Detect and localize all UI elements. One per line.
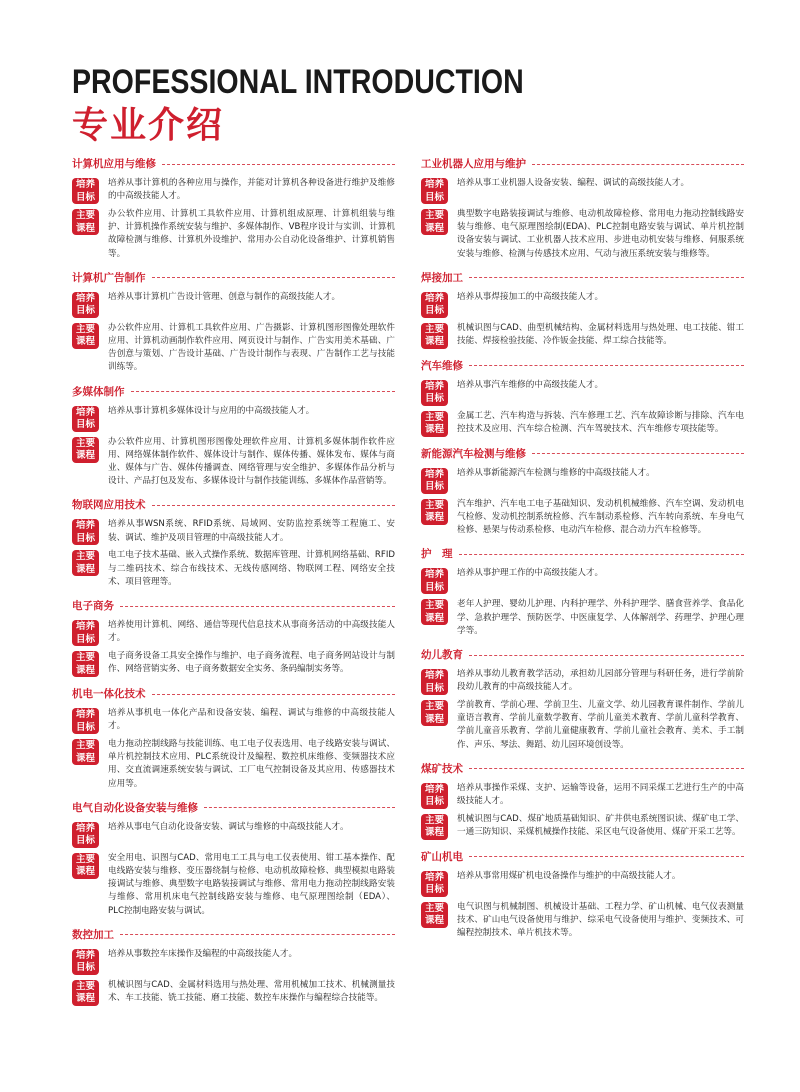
badge-label: 主要: [75, 980, 95, 992]
main-courses-badge: [72, 980, 99, 1006]
training-target-text: 培养从事工业机器人设备安装、编程、调试的高级技能人才。: [457, 178, 690, 188]
training-target-row: [421, 567, 744, 594]
major-section: [72, 686, 395, 791]
training-target-badge: [72, 406, 99, 432]
training-target-text: 培养从事计算机多媒体设计与应用的中高级技能人才。: [108, 405, 315, 416]
badge-label: 培养: [75, 709, 95, 721]
major-heading: [72, 686, 395, 702]
badge-label: 培养: [75, 822, 95, 834]
badge-label: 目标: [424, 682, 444, 694]
major-section: [72, 497, 395, 589]
badge-label: 培养: [424, 380, 444, 392]
training-target-row: [421, 177, 744, 204]
badge-label: 目标: [75, 305, 95, 317]
left-column: [72, 156, 395, 1015]
main-courses-row: [72, 852, 395, 918]
major-heading: [421, 446, 744, 462]
badge-label: 课程: [424, 827, 444, 839]
badge-label: 主要: [75, 652, 95, 664]
major-section: [421, 358, 744, 437]
training-target-row: [72, 619, 395, 646]
training-target-row: [421, 782, 744, 809]
main-courses-badge: [72, 550, 99, 576]
badge-label: 培养: [424, 670, 444, 682]
training-target-row: [72, 291, 395, 318]
badge-label: 主要: [75, 551, 95, 563]
main-courses-text: 汽车维护、汽车电工电子基础知识、发动机机械维修、汽车空调、发动机电气检修、发动机控制系统检修、汽车制动系检修、汽车转向系统、车身电气检修、悬架与传动系检修、电动汽车检修、混合动力汽车检修等。: [457, 498, 744, 536]
major-section: [72, 156, 395, 261]
training-target-text: 培养从事焊接加工的中高级技能人才。: [457, 291, 604, 302]
main-courses-row: [72, 208, 395, 261]
major-title: 计算机应用与维修: [72, 158, 156, 170]
major-section: [72, 384, 395, 489]
major-heading: [72, 598, 395, 614]
badge-label: 主要: [424, 323, 444, 335]
badge-label: 目标: [424, 305, 444, 317]
major-heading: [421, 358, 744, 374]
main-courses-row: [421, 598, 744, 638]
main-courses-row: [421, 322, 744, 349]
dashed-divider: [469, 277, 744, 278]
major-title: 计算机广告制作: [72, 271, 146, 284]
major-section: [72, 927, 395, 1006]
main-courses-row: [421, 410, 744, 437]
page-header: [72, 64, 610, 148]
main-courses-badge: [421, 700, 448, 726]
major-title: 物联网应用技术: [72, 499, 146, 512]
major-section: [421, 849, 744, 941]
training-target-badge: [72, 949, 99, 975]
major-title: 工业机器人应用与维护: [421, 158, 526, 170]
badge-label: 主要: [75, 323, 95, 335]
badge-label: 主要: [75, 210, 95, 221]
badge-label: 主要: [424, 701, 444, 713]
badge-label: 课程: [75, 752, 95, 764]
dashed-divider: [131, 391, 396, 392]
main-courses-badge: [72, 323, 99, 349]
main-courses-row: [72, 979, 395, 1006]
main-courses-badge: [72, 853, 99, 879]
badge-label: 培养: [75, 621, 95, 633]
page-title-english: PROFESSIONAL INTRODUCTION: [72, 63, 524, 101]
dashed-divider: [152, 277, 396, 278]
major-heading: [72, 384, 395, 400]
training-target-row: [72, 177, 395, 204]
badge-label: 课程: [75, 563, 95, 575]
main-courses-text: 电力拖动控制线路与技能训练、电工电子仪表选用、电子线路安装与调试、单片机控制技术应用、PLC系统设计及编程、数控机床维修、变频器技术应用、交直流调速系统安装与调试、工厂电气控制设备及其应用、传感器技术应用等。: [108, 739, 395, 789]
badge-label: 目标: [75, 835, 95, 847]
major-title: 电子商务: [72, 600, 114, 613]
dashed-divider: [204, 807, 395, 808]
training-target-text: 培养从事幼儿教育教学活动，承担幼儿园部分管理与科研任务，进行学前阶段幼儿教育的中高级技能人才。: [457, 669, 744, 693]
training-target-text: 培养使用计算机、网络、通信等现代信息技术从事商务活动的中高级技能人才。: [108, 620, 395, 644]
badge-label: 目标: [75, 633, 95, 645]
badge-label: 目标: [424, 481, 444, 493]
badge-label: 目标: [424, 191, 444, 203]
badge-label: 课程: [75, 336, 95, 348]
dashed-divider: [532, 453, 744, 454]
training-target-row: [421, 467, 744, 494]
main-courses-badge: [421, 209, 448, 235]
badge-label: 培养: [75, 520, 95, 532]
training-target-text: 培养从事汽车维修的中高级技能人才。: [457, 379, 604, 390]
badge-label: 主要: [424, 600, 444, 612]
training-target-row: [421, 870, 744, 897]
major-section: [421, 446, 744, 538]
training-target-badge: [421, 468, 448, 494]
main-courses-badge: [72, 739, 99, 765]
training-target-text: 培养从事计算机的各种应用与操作，并能对计算机各种设备进行维护及维修的中高级技能人才。: [108, 178, 395, 202]
training-target-badge: [421, 178, 448, 204]
main-courses-badge: [421, 411, 448, 437]
badge-label: 目标: [75, 721, 95, 733]
major-section: [421, 761, 744, 840]
training-target-text: 培养从事WSN系统、RFID系统、局域网、安防监控系统等工程施工、安装、调试、维护及项目管理的中高级技能人才。: [108, 519, 395, 543]
major-title: 矿山机电: [421, 850, 463, 863]
badge-label: 课程: [75, 866, 95, 878]
major-heading: [421, 647, 744, 663]
main-courses-row: [72, 549, 395, 589]
major-heading: [72, 156, 395, 172]
training-target-row: [421, 668, 744, 695]
major-title: 幼儿教育: [421, 649, 463, 662]
badge-label: 目标: [75, 962, 95, 974]
major-title: 新能源汽车检测与维修: [421, 447, 526, 460]
major-heading: [72, 800, 395, 816]
main-courses-row: [421, 498, 744, 538]
major-heading: [72, 270, 395, 286]
training-target-text: 培养从事新能源汽车检测与维修的中高级技能人才。: [457, 467, 655, 478]
main-courses-row: [72, 738, 395, 791]
major-title: 电气自动化设备安装与维修: [72, 801, 198, 814]
badge-label: 课程: [424, 222, 444, 234]
main-courses-text: 办公软件应用、计算机工具软件应用、计算机组成原理、计算机组装与维护、计算机操作系统安装与维护、多媒体制作、VB程序设计与实训、计算机故障检测与维修、计算机外设维护、常用办公自动化设备维护、计算机销售等。: [108, 209, 395, 259]
major-section: [72, 800, 395, 918]
major-title: 数控加工: [72, 928, 114, 941]
training-target-badge: [421, 380, 448, 406]
main-courses-text: 办公软件应用、计算机图形图像处理软件应用、计算机多媒体制作软件应用、网络媒体制作软件、媒体设计与制作、媒体传播、媒体发布、媒体与商业、媒体与广告、媒体传播调查、网络管理与安全维护、多媒体作品分析与设计、产品打包及发布、多媒体设计与制作技能训练、多媒体作品营销等。: [108, 436, 395, 487]
main-courses-text: 办公软件应用、计算机工具软件应用、广告摄影、计算机图形图像处理软件应用、计算机动画制作软件应用、网页设计与制作、广告实用美术基础、广告创意与策划、广告设计基础、广告设计制作与表现、广告制作工艺与技能训练等。: [108, 322, 395, 373]
major-section: [421, 647, 744, 752]
training-target-badge: [72, 519, 99, 545]
main-courses-badge: [421, 323, 448, 349]
training-target-text: 培养从事操作采煤、支护、运输等设备，运用不同采煤工艺进行生产的中高级技能人才。: [457, 782, 744, 807]
badge-label: 课程: [424, 713, 444, 725]
main-courses-row: [421, 208, 744, 261]
major-section: [72, 270, 395, 375]
main-courses-row: [72, 436, 395, 489]
dashed-divider: [152, 694, 396, 695]
badge-label: 培养: [75, 179, 95, 190]
dashed-divider: [120, 606, 395, 607]
training-target-text: 培养从事数控车床操作及编程的中高级技能人才。: [108, 948, 298, 959]
main-courses-badge: [421, 902, 448, 928]
major-heading: [421, 761, 744, 777]
main-courses-row: [421, 901, 744, 941]
training-target-row: [72, 821, 395, 848]
major-title: 护 理: [421, 548, 453, 561]
dashed-divider: [469, 856, 744, 857]
main-courses-text: 机械识图与CAD、煤矿地质基础知识、矿井供电系统图识读、煤矿电工学、一通三防知识、采煤机械操作技能、采区电气设备使用、煤矿开采工艺等。: [457, 813, 744, 838]
major-heading: [421, 849, 744, 865]
main-courses-badge: [421, 814, 448, 840]
main-courses-text: 机械识图与CAD、曲型机械结构、金属材料选用与热处理、电工技能、钳工技能、焊接检验技能、冷作钣金技能、焊工综合技能等。: [457, 322, 744, 347]
training-target-badge: [421, 292, 448, 318]
major-heading: [421, 156, 744, 172]
badge-label: 主要: [424, 902, 444, 914]
main-courses-text: 电子商务设备工具安全操作与维护、电子商务流程、电子商务网站设计与制作、网络营销实务、电子商务数据安全实务、条码编制实务等。: [108, 651, 395, 675]
dashed-divider: [469, 365, 744, 366]
major-section: [72, 598, 395, 677]
badge-label: 培养: [424, 179, 444, 190]
dashed-divider: [459, 554, 745, 555]
badge-label: 主要: [75, 740, 95, 752]
main-courses-text: 金属工艺、汽车构造与拆装、汽车修理工艺、汽车故障诊断与排除、汽车电控技术及应用、汽车综合检测、汽车驾驶技术、汽车维修专项技能等。: [457, 410, 744, 435]
badge-label: 培养: [75, 292, 95, 304]
training-target-badge: [72, 708, 99, 734]
badge-label: 课程: [424, 915, 444, 927]
badge-label: 培养: [424, 783, 444, 795]
dashed-divider: [152, 505, 396, 506]
major-title: 多媒体制作: [72, 385, 125, 398]
major-title: 机电一体化技术: [72, 688, 146, 701]
training-target-row: [72, 518, 395, 545]
major-heading: [72, 497, 395, 513]
badge-label: 目标: [75, 532, 95, 544]
main-courses-text: 学前教育、学前心理、学前卫生、儿童文学、幼儿园教育课件制作、学前儿童语言教育、学前儿童数学教育、学前儿童美术教育、学前儿童科学教育、学前儿童音乐教育、学前儿童健康教育、学前儿童社会教育、美术、手工制作、声乐、琴法、舞蹈、幼儿园环境创设等。: [457, 700, 744, 750]
badge-label: 主要: [424, 499, 444, 511]
dashed-divider: [469, 655, 744, 656]
major-heading: [72, 927, 395, 943]
badge-label: 培养: [75, 406, 95, 418]
major-section: [421, 270, 744, 349]
major-section: [421, 546, 744, 638]
badge-label: 目标: [424, 393, 444, 405]
badge-label: 主要: [75, 853, 95, 865]
badge-label: 培养: [424, 292, 444, 304]
main-courses-badge: [72, 209, 99, 235]
training-target-badge: [72, 292, 99, 318]
badge-label: 目标: [424, 884, 444, 896]
training-target-row: [421, 291, 744, 318]
badge-label: 课程: [424, 512, 444, 524]
page-title-chinese: 专业介绍: [72, 105, 225, 146]
main-courses-badge: [421, 499, 448, 525]
training-target-text: 培养从事护理工作的中高级技能人才。: [457, 568, 604, 579]
main-courses-row: [421, 699, 744, 752]
badge-label: 培养: [424, 871, 444, 883]
badge-label: 培养: [424, 468, 444, 480]
main-courses-row: [72, 650, 395, 677]
major-heading: [421, 546, 744, 562]
badge-label: 课程: [75, 222, 95, 234]
training-target-text: 培养从事电气自动化设备安装、调试与维修的中高级技能人才。: [108, 821, 349, 832]
dashed-divider: [469, 768, 744, 769]
badge-label: 目标: [75, 191, 95, 203]
main-courses-text: 老年人护理、婴幼儿护理、内科护理学、外科护理学、膳食营养学、食品化学、急救护理学、预防医学、中医康复学、人体解剖学、药理学、护理心理学等。: [457, 599, 744, 636]
dashed-divider: [120, 934, 395, 935]
badge-label: 课程: [424, 336, 444, 348]
training-target-badge: [421, 568, 448, 594]
badge-label: 主要: [424, 210, 444, 221]
badge-label: 课程: [75, 450, 95, 462]
main-courses-text: 电工电子技术基础、嵌入式操作系统、数据库管理、计算机网络基础、RFID与二维码技术、综合布线技术、无线传感网络、物联网工程、网络安全技术、项目管理等。: [108, 550, 395, 587]
major-title: 汽车维修: [421, 359, 463, 372]
badge-label: 课程: [75, 664, 95, 676]
dashed-divider: [162, 164, 395, 165]
badge-label: 目标: [75, 419, 95, 431]
main-courses-text: 电气识图与机械制图、机械设计基础、工程力学、矿山机械、电气仪表测量技术、矿山电气设备使用与维护、综采电气设备使用与维护、变频技术、可编程控制技术、单片机技术等。: [457, 901, 744, 939]
badge-label: 目标: [424, 796, 444, 808]
main-courses-text: 机械识图与CAD、金属材料选用与热处理、常用机械加工技术、机械测量技术、车工技能、铣工技能、磨工技能、数控车床操作与编程综合技能等。: [108, 979, 395, 1004]
badge-label: 课程: [75, 993, 95, 1005]
badge-label: 培养: [75, 949, 95, 961]
badge-label: 主要: [424, 814, 444, 826]
main-courses-badge: [72, 437, 99, 463]
training-target-badge: [72, 178, 99, 204]
major-title: 煤矿技术: [421, 762, 463, 775]
main-courses-row: [421, 813, 744, 840]
training-target-row: [72, 948, 395, 975]
training-target-text: 培养从事计算机广告设计管理、创意与制作的高级技能人才。: [108, 291, 341, 302]
training-target-row: [421, 379, 744, 406]
right-column: [421, 156, 744, 949]
dashed-divider: [532, 164, 744, 165]
major-heading: [421, 270, 744, 286]
badge-label: 主要: [75, 437, 95, 449]
training-target-badge: [421, 783, 448, 809]
training-target-badge: [72, 620, 99, 646]
training-target-row: [72, 707, 395, 734]
main-courses-text: 安全用电、识图与CAD、常用电工工具与电工仪表使用、钳工基本操作、配电线路安装与维修、变压器绕制与检修、电动机故障检修、典型模拟电路装接调试与维修、典型数字电路装接调试与维修、常用电力拖动控制线路安装与维修、常用机床电气控制线路安装与维修、电气原理图绘制（EDA）、PLC控制电路安装与调试。: [108, 852, 395, 916]
badge-label: 主要: [424, 411, 444, 423]
major-section: [421, 156, 744, 261]
main-courses-badge: [421, 599, 448, 625]
training-target-badge: [421, 669, 448, 695]
training-target-badge: [421, 871, 448, 897]
training-target-badge: [72, 822, 99, 848]
training-target-text: 培养从事常用煤矿机电设备操作与维护的中高级技能人才。: [457, 870, 681, 881]
badge-label: 课程: [424, 424, 444, 436]
training-target-row: [72, 405, 395, 432]
main-courses-row: [72, 322, 395, 375]
badge-label: 培养: [424, 569, 444, 581]
badge-label: 课程: [424, 612, 444, 624]
training-target-text: 培养从事机电一体化产品和设备安装、编程、调试与维修的中高级技能人才。: [108, 708, 395, 732]
badge-label: 目标: [424, 581, 444, 593]
main-courses-text: 典型数字电路装接调试与维修、电动机故障检修、常用电力拖动控制线路安装与维修、电气原理图绘制(EDA)、PLC控制电路安装与调试、单片机控制设备安装与调试、工业机器人技术应用、步进电动机安装与维修、伺服系统安装与维修、检测与传感技术应用、气动与液压系统安装与维修等。: [457, 209, 744, 259]
major-title: 焊接加工: [421, 271, 463, 284]
main-courses-badge: [72, 651, 99, 677]
